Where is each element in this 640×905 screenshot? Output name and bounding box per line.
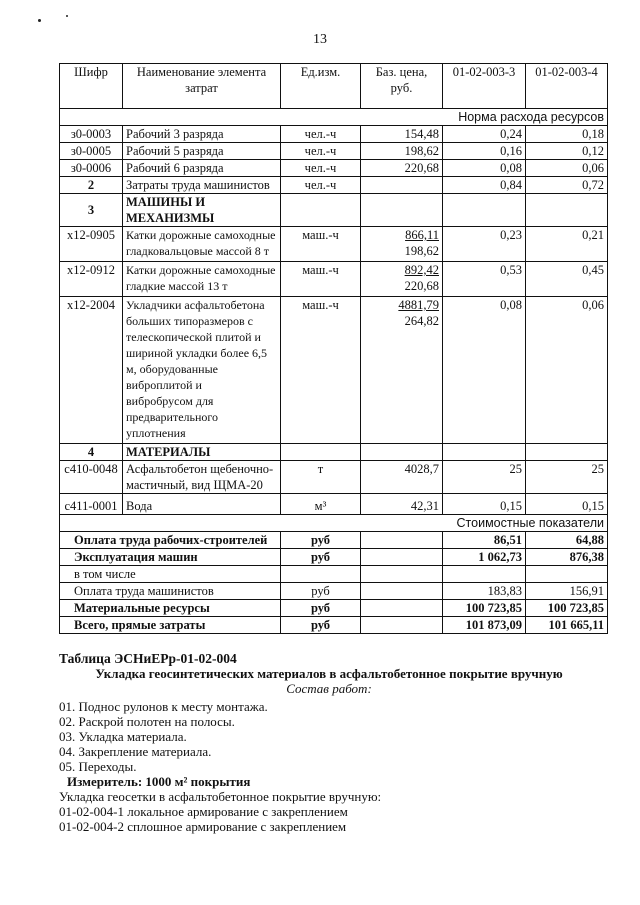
code-cell: з0-0005 <box>60 143 123 160</box>
value-col1-cell <box>443 444 526 461</box>
section-code-cell: 4 <box>60 444 123 461</box>
work-item: 01. Поднос рулонов к месту монтажа. <box>59 699 268 714</box>
value-col2-cell: 0,12 <box>526 143 608 160</box>
unit-cell: чел.-ч <box>281 177 361 194</box>
cell-line: МАШИНЫ И <box>126 195 206 209</box>
unit-cell <box>281 444 361 461</box>
unit-cell: чел.-ч <box>281 126 361 143</box>
cost-caption-row <box>60 515 608 532</box>
machines-section-row <box>60 194 608 227</box>
summary-value-col2: 876,38 <box>526 549 608 566</box>
summary-unit: руб <box>281 600 361 617</box>
cell-line: больших типоразмеров с <box>126 314 253 328</box>
value-col1-cell: 0,84 <box>443 177 526 194</box>
unit-cell: маш.-ч <box>281 262 361 297</box>
header-name: Наименование элемента затрат <box>123 64 281 109</box>
summary-spacer <box>361 583 443 600</box>
cell-line: виброплитой и <box>126 378 202 392</box>
cell-line: МЕХАНИЗМЫ <box>126 211 215 225</box>
norm-caption-row <box>60 109 608 126</box>
section-code-cell: 3 <box>60 194 123 227</box>
summary-spacer <box>361 532 443 549</box>
summary-unit: руб <box>281 583 361 600</box>
value-col2-cell: 0,06 <box>526 160 608 177</box>
summary-unit <box>281 566 361 583</box>
summary-value-col1: 101 873,09 <box>443 617 526 634</box>
cell-line: шириной укладки более 6,5 <box>126 346 268 360</box>
unit-cell: т <box>281 461 361 494</box>
cell-line: 264,82 <box>404 314 439 328</box>
header-col1: 01-02-003-3 <box>443 64 526 109</box>
value-col2-cell: 0,21 <box>526 227 608 262</box>
unit-cell: маш.-ч <box>281 297 361 444</box>
code-cell: з0-0006 <box>60 160 123 177</box>
cell-line: Асфальтобетон щебеночно- <box>126 462 274 476</box>
scan-speck <box>38 19 41 22</box>
value-col2-cell: 0,18 <box>526 126 608 143</box>
cell-line: гладкие массой 13 т <box>126 279 228 293</box>
summary-spacer <box>361 549 443 566</box>
cell-line: предварительного <box>126 410 219 424</box>
header-col2: 01-02-003-4 <box>526 64 608 109</box>
cell-line: 198,62 <box>404 244 439 258</box>
price-cell: 198,62 <box>361 143 443 160</box>
summary-value-col1: 1 062,73 <box>443 549 526 566</box>
price-cell <box>361 194 443 227</box>
cell-line: Катки дорожные самоходные <box>126 263 276 277</box>
cell-line: 4881,79 <box>398 298 439 312</box>
section-title-cell: МАТЕРИАЛЫ <box>123 444 281 461</box>
cell-line: уплотнения <box>126 426 186 440</box>
code-cell: х12-0912 <box>60 262 123 297</box>
price-cell <box>361 444 443 461</box>
lower-section <box>59 651 619 834</box>
summary-value-col1 <box>443 566 526 583</box>
summary-value-col1: 100 723,85 <box>443 600 526 617</box>
unit-cell: м³ <box>281 494 361 515</box>
value-col1-cell <box>443 194 526 227</box>
work-item: 05. Переходы. <box>59 759 137 774</box>
price-cell: 4028,7 <box>361 461 443 494</box>
value-col2-cell: 0,15 <box>526 494 608 515</box>
cell-line: Вода <box>126 499 153 513</box>
works-caption: Состав работ: <box>286 681 372 696</box>
work-item: 03. Укладка материала. <box>59 729 187 744</box>
summary-row <box>60 600 608 617</box>
worker-row <box>60 143 608 160</box>
summary-label: Оплата труда рабочих-строителей <box>60 532 281 549</box>
summary-spacer <box>361 617 443 634</box>
machine-row <box>60 262 608 297</box>
cell-line: 866,11 <box>405 228 439 242</box>
table-title: Таблица ЭСНиЕРр-01-02-004 <box>59 651 237 666</box>
scan-speck <box>66 15 68 17</box>
summary-value-col2: 101 665,11 <box>526 617 608 634</box>
cell-line: телескопической плитой и <box>126 330 261 344</box>
work-item: 02. Раскрой полотен на полосы. <box>59 714 235 729</box>
name-cell <box>123 297 281 444</box>
cell-line: 892,42 <box>404 263 439 277</box>
unit-cell: чел.-ч <box>281 160 361 177</box>
value-col2-cell: 0,72 <box>526 177 608 194</box>
name-cell <box>123 461 281 494</box>
value-col1-cell: 0,16 <box>443 143 526 160</box>
price-cell <box>361 262 443 297</box>
header-code: Шифр <box>60 64 123 109</box>
summary-value-col2: 156,91 <box>526 583 608 600</box>
value-col2-cell <box>526 444 608 461</box>
price-cell <box>361 177 443 194</box>
value-col1-cell: 25 <box>443 461 526 494</box>
table-subtitle: Укладка геосинтетических материалов в асфальтобетонное покрытие вручную <box>95 666 563 681</box>
code-cell: с410-0048 <box>60 461 123 494</box>
cell-line: гладковальцовые массой 8 т <box>126 244 269 258</box>
summary-unit: руб <box>281 549 361 566</box>
cell-line: мастичный, вид ЩМА-20 <box>126 478 263 492</box>
summary-label: Оплата труда машинистов <box>60 583 281 600</box>
worker-row <box>60 160 608 177</box>
summary-value-col1: 183,83 <box>443 583 526 600</box>
cell-line: 220,68 <box>404 279 439 293</box>
value-col1-cell: 0,23 <box>443 227 526 262</box>
machine-row <box>60 297 608 444</box>
name-cell: Затраты труда машинистов <box>123 177 281 194</box>
resource-table-body <box>60 64 608 634</box>
summary-label: Материальные ресурсы <box>60 600 281 617</box>
cell-line: вибробрусом для <box>126 394 214 408</box>
name-cell <box>123 262 281 297</box>
works-list <box>59 699 619 774</box>
price-cell: 220,68 <box>361 160 443 177</box>
machine-row <box>60 227 608 262</box>
value-col1-cell: 0,08 <box>443 160 526 177</box>
summary-spacer <box>361 566 443 583</box>
price-cell <box>361 297 443 444</box>
code-cell: с411-0001 <box>60 494 123 515</box>
header-price: Баз. цена, руб. <box>361 64 443 109</box>
unit-cell <box>281 194 361 227</box>
summary-row <box>60 566 608 583</box>
summary-row <box>60 549 608 566</box>
norm-caption: Норма расхода ресурсов <box>60 109 608 126</box>
meter-line: Измеритель: 1000 м² покрытия <box>67 774 251 789</box>
material-row <box>60 494 608 515</box>
name-cell: Рабочий 3 разряда <box>123 126 281 143</box>
unit-cell: чел.-ч <box>281 143 361 160</box>
name-cell: Рабочий 5 разряда <box>123 143 281 160</box>
work-item: 04. Закрепление материала. <box>59 744 212 759</box>
header-unit: Ед.изм. <box>281 64 361 109</box>
table-header-row <box>60 64 608 109</box>
cell-line: Укладчики асфальтобетона <box>126 298 265 312</box>
material-row <box>60 461 608 494</box>
value-col1-cell: 0,15 <box>443 494 526 515</box>
worker-row <box>60 126 608 143</box>
page-number: 13 <box>313 32 327 47</box>
price-cell: 42,31 <box>361 494 443 515</box>
summary-row <box>60 532 608 549</box>
section-title-cell <box>123 194 281 227</box>
price-cell <box>361 227 443 262</box>
machinists-row <box>60 177 608 194</box>
summary-label: Всего, прямые затраты <box>60 617 281 634</box>
code-cell: 2 <box>60 177 123 194</box>
code-cell: з0-0003 <box>60 126 123 143</box>
description-line: 01-02-004-1 локальное армирование с закреплением <box>59 804 348 819</box>
value-col2-cell: 0,45 <box>526 262 608 297</box>
description-line: Укладка геосетки в асфальтобетонное покрытие вручную: <box>59 789 382 804</box>
code-cell: х12-0905 <box>60 227 123 262</box>
value-col2-cell: 0,06 <box>526 297 608 444</box>
resource-table <box>59 63 608 634</box>
name-cell: Рабочий 6 разряда <box>123 160 281 177</box>
name-cell <box>123 227 281 262</box>
description-line: 01-02-004-2 сплошное армирование с закреплением <box>59 819 347 834</box>
cell-line: м, оборудованные <box>126 362 218 376</box>
value-col2-cell <box>526 194 608 227</box>
summary-unit: руб <box>281 532 361 549</box>
summary-value-col2: 100 723,85 <box>526 600 608 617</box>
cost-caption: Стоимостные показатели <box>60 515 608 532</box>
summary-spacer <box>361 600 443 617</box>
description-lines <box>59 789 619 834</box>
summary-value-col1: 86,51 <box>443 532 526 549</box>
price-cell: 154,48 <box>361 126 443 143</box>
name-cell <box>123 494 281 515</box>
summary-value-col2 <box>526 566 608 583</box>
summary-row <box>60 617 608 634</box>
summary-value-col2: 64,88 <box>526 532 608 549</box>
code-cell: х12-2004 <box>60 297 123 444</box>
summary-row <box>60 583 608 600</box>
summary-label: в том числе <box>60 566 281 583</box>
cell-line: Катки дорожные самоходные <box>126 228 276 242</box>
value-col1-cell: 0,53 <box>443 262 526 297</box>
materials-section-row <box>60 444 608 461</box>
unit-cell: маш.-ч <box>281 227 361 262</box>
value-col1-cell: 0,08 <box>443 297 526 444</box>
summary-label: Эксплуатация машин <box>60 549 281 566</box>
value-col1-cell: 0,24 <box>443 126 526 143</box>
value-col2-cell: 25 <box>526 461 608 494</box>
summary-unit: руб <box>281 617 361 634</box>
